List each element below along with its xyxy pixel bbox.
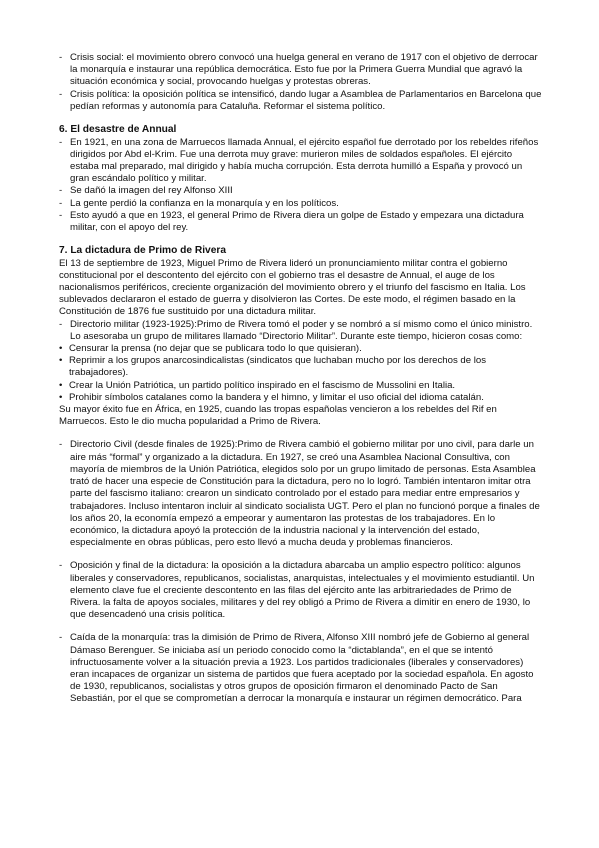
section-7-heading: 7. La dictadura de Primo de Rivera <box>59 245 227 257</box>
document-page <box>59 52 543 706</box>
directorio-civil-item: - Directorio Civil (desde finales de 1925):Primo de Rivera cambió el gobierno militar por uno civil, para darle un aire más “formal” y organizado a la dictadura. En 1927, se creó una Asamblea Nacional Consultiva, con mayoría de miembros de la Unión Patriótica, elegidos solo por un grupo limitado de personas. Esta Asamblea trató de hacer una especie de Constitución para la dictadura, pero no lo logró. También intentaron imitar otra parte del fascismo italiano: crearon un sindicato controlado por el estado para mediar entre empresarios y trabajadores. Incluso intentaron incluir al sindicato socialista UGT. Pero el plan no funcionó porque a finales de los años 20, la economía empezó a empeorar y aumentaron las protestas de los trabajadores. En lo económico, la dictadura apoyó la protección de la industria nacional y la intervención del estado, especialmente en obras públicas, pero esto llevó a mucha deuda y problemas financieros. <box>59 439 540 549</box>
list-item: • Prohibir símbolos catalanes como la bandera y el himno, y limitar el uso oficial del idioma catalán. <box>59 391 484 403</box>
list-item: • Reprimir a los grupos anarcosindicalistas (sindicatos que luchaban mucho por los derechos de los trabajadores). <box>59 355 487 379</box>
directorio-militar-item: - Directorio militar (1923-1925):Primo de Rivera tomó el poder y se nombró a sí mismo como el único ministro. Lo asesoraba un grupo de militares llamado “Directorio Militar”. Durante este tiempo, hicieron cosas como: <box>59 318 533 342</box>
oposicion-item: - Oposición y final de la dictadura: la oposición a la dictadura abarcaba un amplio espectro político: algunos liberales y conservadores, republicanos, socialistas, anarquistas, intelectuales y el movimiento estudiantil. Un elemento clave fue el creciente descontento en las filas del ejército ante las arbitrariedades de Primo de Rivera. la falta de apoyos sociales, militares y del rey obligó a Primo de Rivera a dimitir en enero de 1930, lo que desencadenó una crisis política. <box>59 560 535 621</box>
section-5-list <box>59 52 543 113</box>
list-item: - Se dañó la imagen del rey Alfonso XIII <box>59 185 233 197</box>
list-item: - Crisis política: la oposición política se intensificó, dando lugar a Asamblea de Parlamentarios en Barcelona que pedían reformas y autonomía para Cataluña. Reformar el sistema político. <box>59 88 542 112</box>
caida-monarquia-item: - Caída de la monarquía: tras la dimisión de Primo de Rivera, Alfonso XIII nombró jefe de Gobierno al general Dámaso Berenguer. Se iniciaba así un periodo conocido como la “dictablanda”, en el que se intentó infructuosamente volver a la situación previa a 1923. Los partidos tradicionales (liberales y conservadores) eran incapaces de organizar un sistema de partidos que fuera aceptado por la sociedad española. En agosto de 1930, republicanos, socialistas y otros grupos de oposición firmaron el denominado Pacto de San Sebastián, por el que se comprometían a derrocar la monarquía e instaurar un régimen democrático. Para <box>59 632 534 705</box>
section-6-heading: 6. El desastre de Annual <box>59 124 177 136</box>
measures-list <box>59 343 543 404</box>
list-item: - La gente perdió la confianza en la monarquía y en los políticos. <box>59 197 339 209</box>
africa-paragraph: Su mayor éxito fue en África, en 1925, cuando las tropas españolas vencieron a los rebeldes del Rif en Marruecos. Esto le dio mucha popularidad a Primo de Rivera. <box>59 404 497 428</box>
list-item: - En 1921, en una zona de Marruecos llamada Annual, el ejército español fue derrotado por los rebeldes rifeños dirigidos por Abd el-Krim. Fue una derrota muy grave: murieron miles de soldados españoles. El ejército estaba mal preparado, mal dirigido y había mucha corrupción. Esta derrota humilló a España y provocó un gran escándalo político y militar. <box>59 136 539 185</box>
section-6-list <box>59 137 543 235</box>
list-item: - Crisis social: el movimiento obrero convocó una huelga general en verano de 1917 con el objetivo de derrocar la monarquía e instaurar una república democrática. Esto fue por la Primera Guerra Mundial que agravó la situación económica y social, provocando huelgas y protestas obreras. <box>59 52 538 88</box>
list-item: • Censurar la prensa (no dejar que se publicara todo lo que quisieran). <box>59 343 362 355</box>
list-item: - Esto ayudó a que en 1923, el general Primo de Rivera diera un golpe de Estado y empezara una dictadura militar, con el apoyo del rey. <box>59 209 524 233</box>
section-7-intro: El 13 de septiembre de 1923, Miguel Primo de Rivera lideró un pronunciamiento militar contra el gobierno constitucional por el descontento del ejército con el gobierno tras el desastre de Annual, el auge de los nacionalismos periféricos, creciente organización del movimiento obrero y el triunfo del fascismo en Italia. Los sublevados declararon el estado de guerra y disolvieron las Cortes. De este modo, el régimen basado en la Constitución de 1876 fue sustituido por una dictadura militar. <box>59 257 526 318</box>
list-item: • Crear la Unión Patriótica, un partido político inspirado en el fascismo de Mussolini en Italia. <box>59 379 456 391</box>
